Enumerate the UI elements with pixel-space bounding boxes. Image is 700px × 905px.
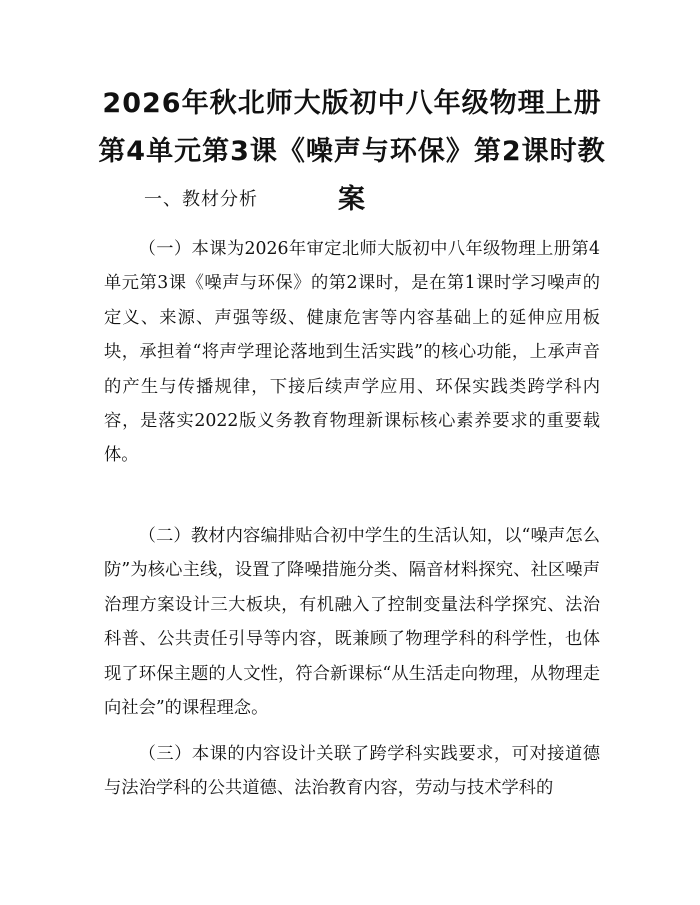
paragraph: （二）教材内容编排贴合初中学生的生活认知，以“噪声怎么防”为核心主线，设置了降噪措施分类、隔音材料探究、社区噪声治理方案设计三大板块，有机融入了控制变量法科学探究、法治科普、公共责任引导等内容，既兼顾了物理学科的科学性，也体现了环保主题的人文性，符合新课标“从生活走向物理，从物理走向社会”的课程理念。 bbox=[104, 526, 600, 719]
paragraph: （三）本课的内容设计关联了跨学科实践要求，可对接道德与法治学科的公共道德、法治教育内容，劳动与技术学科的 bbox=[104, 744, 600, 799]
section-heading: 一、教材分析 bbox=[144, 189, 258, 210]
document-title: 2026年秋北师大版初中八年级物理上册第4单元第3课《噪声与环保》第2课时教案 bbox=[98, 88, 606, 215]
paragraph: （一）本课为2026年审定北师大版初中八年级物理上册第4单元第3课《噪声与环保》的第2课时，是在第1课时学习噪声的定义、来源、声强等级、健康危害等内容基础上的延伸应用板块，承担着“将声学理论落地到生活实践”的核心功能，上承声音的产生与传播规律，下接后续声学应用、环保实践类跨学科内容，是落实2022版义务教育物理新课标核心素养要求的重要载体。 bbox=[104, 239, 600, 466]
